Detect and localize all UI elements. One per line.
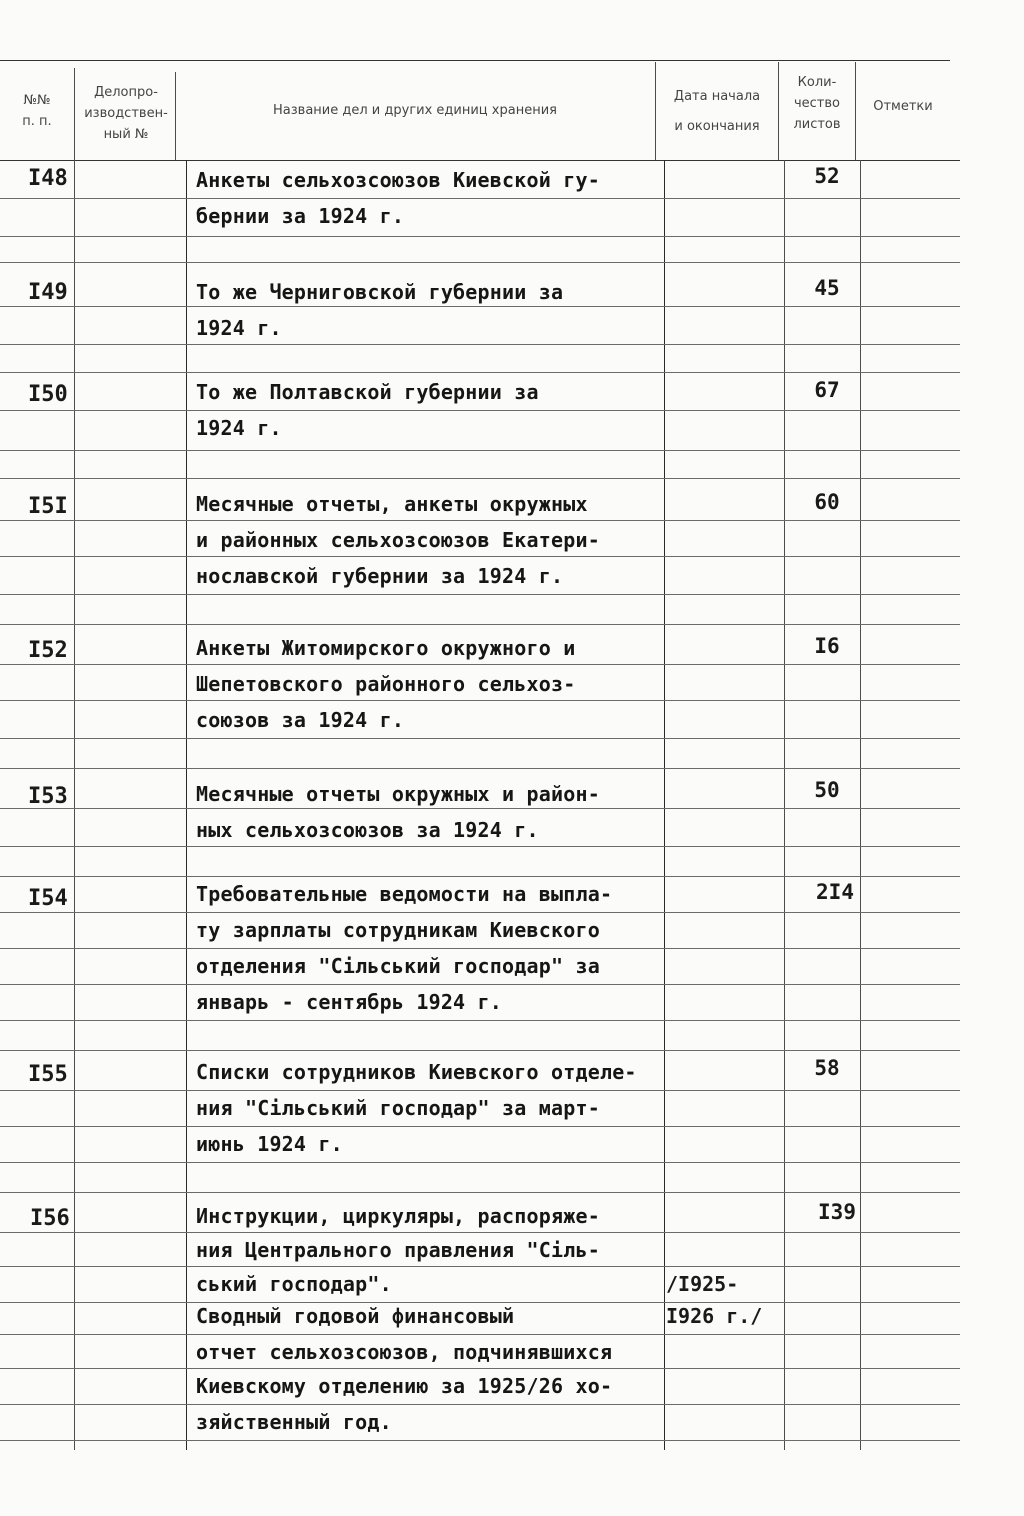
header-sheets-line: листов [793, 117, 841, 132]
record-number: I5I [28, 494, 68, 519]
record-number: I53 [28, 784, 68, 809]
record-date-line: I926 г./ [666, 1304, 763, 1328]
record-sheet-count: 52 [814, 164, 840, 188]
record-title-line: Анкеты сельхозсоюзов Киевской гу- [196, 168, 600, 192]
header-sheets [780, 72, 854, 135]
record-number: I48 [28, 166, 68, 191]
header-dates-line: и окончания [674, 119, 760, 134]
column-divider [186, 160, 187, 1450]
column-divider [74, 160, 75, 1450]
header-office-line: изводствен- [84, 106, 168, 121]
header-bottom-rule [0, 160, 960, 161]
top-rule [0, 60, 950, 61]
record-sheet-count: 2I4 [816, 880, 854, 904]
header-dates-line: Дата начала [673, 89, 761, 104]
header-notes: Отметки [873, 99, 933, 114]
record-title-line: Анкеты Житомирского окружного и [196, 636, 576, 660]
record-title-line: Требовательные ведомости на выпла- [196, 882, 613, 906]
record-title-line: январь - сентябрь 1924 г. [196, 990, 503, 1014]
record-title-line: ту зарплаты сотрудникам Киевского [196, 918, 600, 942]
record-title-line: зяйственный год. [196, 1410, 392, 1434]
record-title-line: отделения "Сільський господар" за [196, 954, 600, 978]
record-title-line: ных сельхозсоюзов за 1924 г. [196, 818, 539, 842]
record-sheet-count: 58 [814, 1056, 840, 1080]
header-office-line: ный № [103, 127, 149, 142]
column-divider [664, 160, 665, 1450]
record-title-line: июнь 1924 г. [196, 1132, 343, 1156]
record-sheet-count: 67 [814, 378, 840, 402]
record-title-line: отчет сельхозсоюзов, подчинявшихся [196, 1340, 613, 1364]
record-title-line: Киевскому отделению за 1925/26 хо- [196, 1374, 613, 1398]
header-number-line: п. п. [22, 114, 52, 129]
header-divider [74, 68, 75, 160]
header-sheets-line: Коли- [797, 75, 837, 90]
header-office-line: Делопро- [94, 85, 158, 100]
record-number: I55 [28, 1062, 68, 1087]
record-number: I54 [28, 886, 68, 911]
record-number: I52 [28, 638, 68, 663]
header-number-line: №№ [23, 93, 51, 108]
record-title-line: Сводный годовой финансовый [196, 1304, 515, 1328]
record-title-line: союзов за 1924 г. [196, 708, 405, 732]
record-title-line: То же Черниговской губернии за [196, 280, 564, 304]
record-date-line: /I925- [666, 1272, 739, 1296]
record-title-line: Инструкции, циркуляры, распоряже- [196, 1204, 600, 1228]
record-title-line: ния "Сільський господар" за март- [196, 1096, 600, 1120]
record-sheet-count: I39 [818, 1200, 856, 1224]
header-divider [655, 62, 656, 160]
record-title-line: Списки сотрудников Киевского отделе- [196, 1060, 637, 1084]
header-divider [855, 62, 856, 160]
record-sheet-count: 60 [814, 490, 840, 514]
record-number: I50 [28, 382, 68, 407]
header-divider [175, 72, 176, 160]
column-divider [860, 160, 861, 1450]
record-title-line: нославской губернии за 1924 г. [196, 564, 564, 588]
record-sheet-count: 50 [814, 778, 840, 802]
record-title-line: 1924 г. [196, 416, 282, 440]
column-divider [784, 160, 785, 1450]
record-title-line: бернии за 1924 г. [196, 204, 405, 228]
header-number [4, 90, 70, 132]
header-sheets-line: чество [793, 96, 840, 111]
record-title-line: и районных сельхозсоюзов Екатери- [196, 528, 600, 552]
record-title-line: Месячные отчеты, анкеты окружных [196, 492, 588, 516]
header-dates [658, 82, 776, 142]
record-title-line: ния Центрального правления "Сіль- [196, 1238, 600, 1262]
record-title-line: То же Полтавской губернии за [196, 380, 539, 404]
header-divider [778, 62, 779, 160]
record-sheet-count: I6 [814, 634, 840, 658]
record-number: I56 [30, 1206, 70, 1231]
header-title: Название дел и других единиц хранения [273, 103, 557, 118]
header-office-number [78, 82, 174, 145]
record-number: I49 [28, 280, 68, 305]
record-sheet-count: 45 [814, 276, 840, 300]
record-title-line: Месячные отчеты окружных и район- [196, 782, 600, 806]
record-title-line: ський господар". [196, 1272, 392, 1296]
record-title-line: Шепетовского районного сельхоз- [196, 672, 576, 696]
record-title-line: 1924 г. [196, 316, 282, 340]
